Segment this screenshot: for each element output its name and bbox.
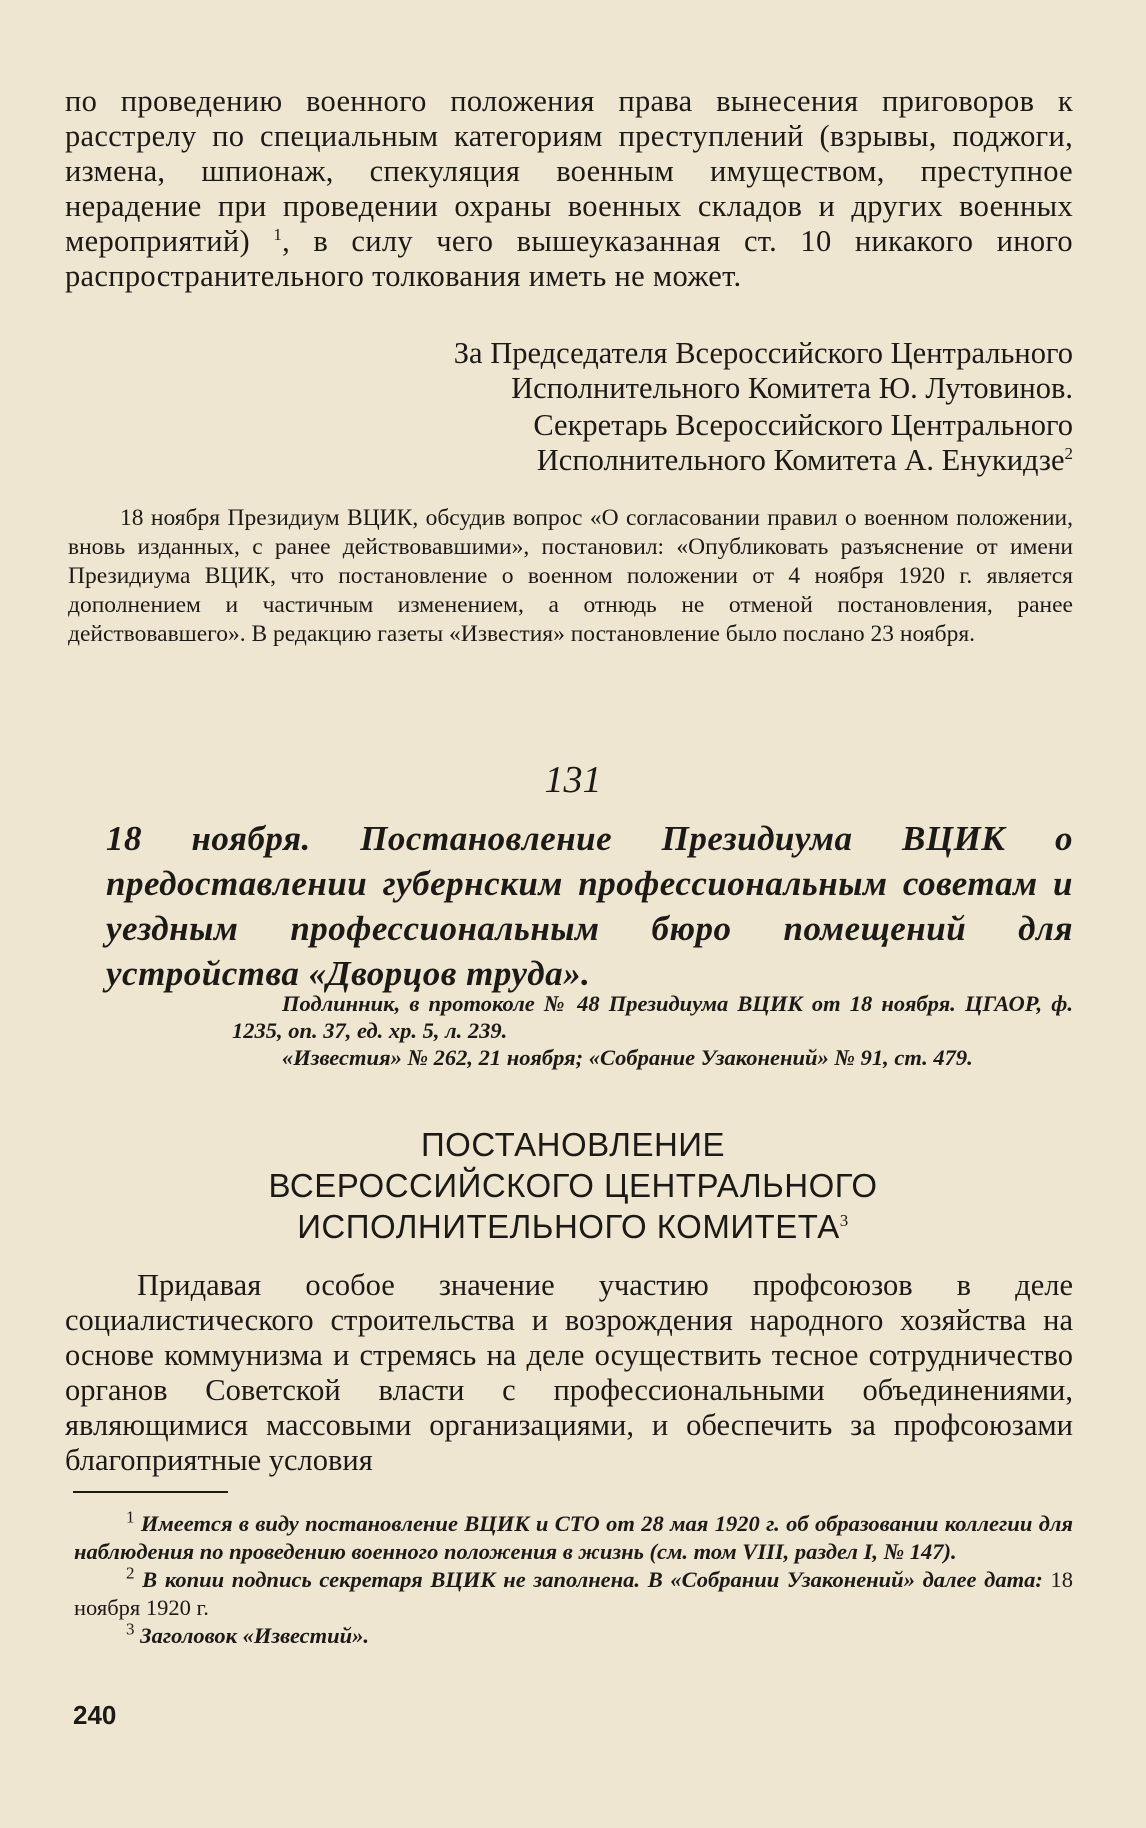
footnote-1-number: 1	[126, 1507, 135, 1527]
heading-line1: ПОСТАНОВЛЕНИЕ	[420, 1126, 726, 1163]
editorial-note-text: 18 ноября Президиум ВЦИК, обсудив вопрос «О согласовании правил о военном положении, вновь изданных, с ранее действовавшими», постановил: «Опубликовать разъяснение от имени Президиума ВЦИК, что постановление о военном положении от 4 ноября 1920 г. является дополнением и частичным изменением, а отнюдь не отменой постановления, ранее действовавшего». В редакцию газеты «Известия» постановление было послано 23 ноября.	[68, 505, 1073, 647]
heading-line3	[0, 1206, 1146, 1247]
footnote-2-text-italic: В копии подпись секретаря ВЦИК не заполнена. В «Собрании Узаконений» далее дата:	[142, 1567, 1043, 1592]
resolution-heading	[0, 1124, 1146, 1247]
editorial-note	[68, 504, 1073, 649]
footnote-ref-3[interactable]: 3	[839, 1211, 849, 1230]
signature-secretary	[325, 408, 1073, 478]
document-title: 18 ноября. Постановление Президиума ВЦИК о предоставлении губернским профессиональным советам и уездным профессиональным бюро помещений для устройства «Дворцов труда».	[106, 819, 1073, 993]
footnote-ref-1[interactable]: 1	[273, 224, 283, 244]
signature-secretary-line2	[325, 443, 1073, 478]
signature-secretary-line1: Секретарь Всероссийского Центрального	[533, 408, 1073, 442]
source-original: Подлинник, в протоколе № 48 Президиума ВЦИК от 18 ноября. ЦГАОР, ф. 1235, оп. 37, ед. хр. 5, л. 239.	[232, 991, 1073, 1043]
resolution-body: Придавая особое значение участию профсоюзов в деле социалистического строительства и возрождения народного хозяйства на основе коммунизма и стремясь на деле осуществить тесное сотрудничество органов Советской власти с профессиональными объединениями, являющимися массовыми организациями, и обеспечить за профсоюзами благоприятные условия	[65, 1268, 1073, 1477]
footnotes	[74, 1507, 1074, 1650]
document-number: 131	[544, 759, 602, 801]
page-number: 240	[73, 1700, 117, 1730]
source-publication: «Известия» № 262, 21 ноября; «Собрание Узаконений» № 91, ст. 479.	[282, 1045, 973, 1070]
footnote-1	[74, 1507, 1074, 1566]
footnote-2-number: 2	[126, 1563, 135, 1583]
signature-secretary-name: Исполнительного Комитета А. Енукидзе	[536, 443, 1065, 477]
top-paragraph-text: по проведению военного положения права вынесения приговоров к расстрелу по специальным категориям преступлений (взрывы, поджоги, измена, шпионаж, спекуляция военным имуществом, преступное нерадение при проведении охраны военных складов и других военных мероприятий)	[65, 84, 1073, 258]
footnote-divider	[73, 1491, 228, 1493]
footnote-3	[74, 1619, 1073, 1650]
top-paragraph-end: , в силу чего вышеуказанная ст. 10 никакого иного распространительного толкования иметь не может.	[65, 224, 1073, 293]
footnote-1-text: Имеется в виду постановление ВЦИК и СТО от 28 мая 1920 г. об образовании коллегии для наблюдения по проведению военного положения в жизнь (см. том VIII, раздел I, № 147).	[74, 1511, 1074, 1564]
document-sources	[232, 990, 1073, 1071]
signature-chairman-line2: Исполнительного Комитета Ю. Лутовинов.	[511, 371, 1073, 405]
footnote-2	[74, 1563, 1073, 1622]
top-paragraph	[65, 84, 1073, 294]
signature-chairman	[325, 336, 1073, 406]
footnote-2-text-plain: 18 ноября 1920 г.	[74, 1567, 1073, 1620]
heading-line3-text: ИСПОЛНИТЕЛЬНОГО КОМИТЕТА	[297, 1208, 840, 1245]
signature-chairman-line1: За Председателя Всероссийского Центрального	[453, 336, 1073, 370]
footnote-ref-2[interactable]: 2	[1064, 443, 1073, 463]
footnote-3-number: 3	[126, 1619, 135, 1639]
footnote-3-text: Заголовок «Известий».	[140, 1623, 370, 1648]
heading-line2: ВСЕРОССИЙСКОГО ЦЕНТРАЛЬНОГО	[268, 1167, 878, 1204]
